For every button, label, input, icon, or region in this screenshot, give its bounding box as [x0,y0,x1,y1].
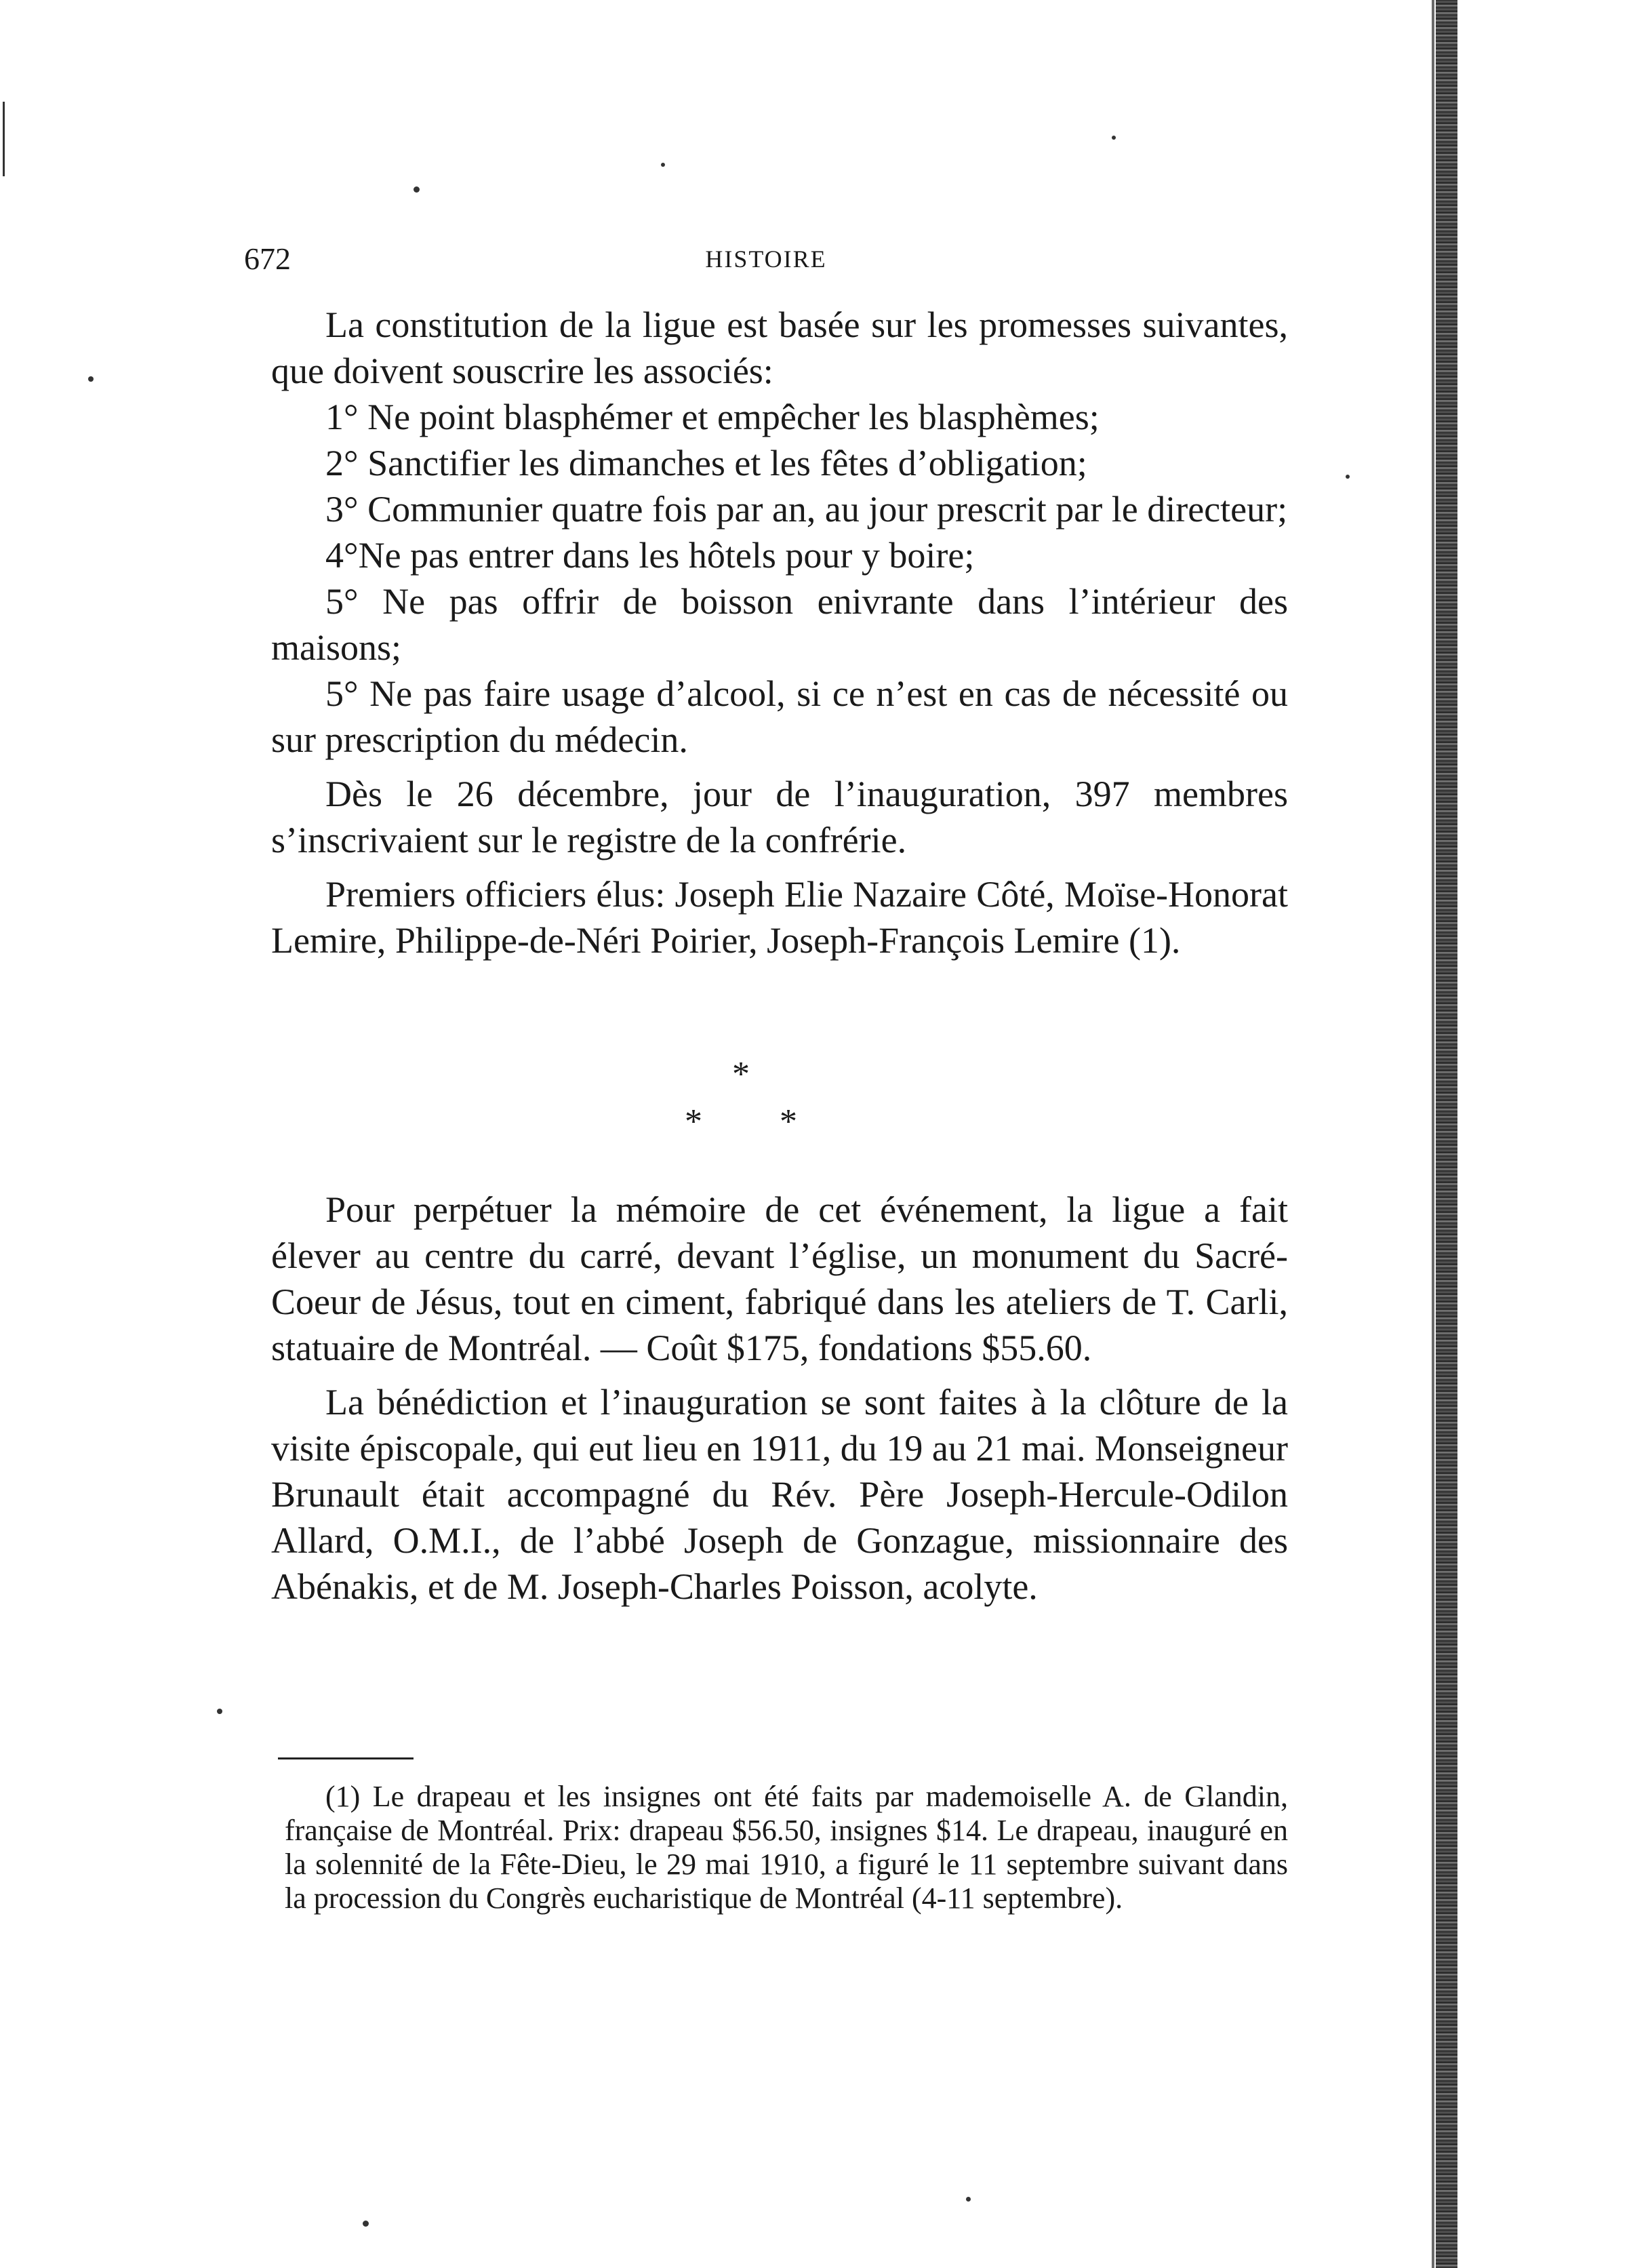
section-break-asterism [678,1054,854,1142]
monument-paragraph: Pour perpétuer la mémoire de cet événement, la ligue a fait élever au centre du carré, devant l’église, un monument du Sacré-Coeur de Jésus, tout en ciment, fabriqué dans les ateliers de T. Carli, statuaire de Montréal. — Coût $175, fondations $55.60. [271,1189,1288,1368]
page-header [244,241,1288,281]
binding-edge [1432,0,1434,2268]
main-text-upper [271,302,1288,963]
footnote-divider [278,1757,414,1759]
scan-speck [88,376,94,382]
scan-speck [1346,475,1350,479]
promise-item-6: 5° Ne pas faire usage d’alcool, si ce n’est en cas de nécessité ou sur prescription du médecin. [271,673,1288,760]
asterism-star: * [685,1102,702,1141]
promise-item-2: 2° Sanctifier les dimanches et les fêtes d’obligation; [325,443,1087,483]
promise-item-4: 4°Ne pas entrer dans les hôtels pour y boire; [325,535,975,576]
footnote: (1) Le drapeau et les insignes ont été faits par mademoiselle A. de Glandin, française de Montréal. Prix: drapeau $56.50, insignes $14. Le drapeau, inauguré en la solennité de la Fête-Dieu, le 29 mai 1910, a figuré le 11 septembre suivant dans la procession du Congrès eucharistique de Montréal (4-11 septembre). [285,1780,1288,1915]
page-edge-mark [3,102,5,176]
intro-paragraph: La constitution de la ligue est basée sur les promesses suivantes, que doivent souscrire les associés: [271,304,1288,391]
asterism-star: * [732,1055,750,1094]
officers-paragraph: Premiers officiers élus: Joseph Elie Nazaire Côté, Moïse-Honorat Lemire, Philippe-de-Néri Poirier, Joseph-François Lemire (1). [271,874,1288,961]
scan-speck [217,1709,222,1714]
asterism-star: * [780,1102,797,1141]
benediction-paragraph: La bénédiction et l’inauguration se sont faites à la clôture de la visite épiscopale, qui eut lieu en 1911, du 19 au 21 mai. Monseigneur Brunault était accompagné du Rév. Père Joseph-Hercule-Odilon Allard, O.M.I., de l’abbé Joseph de Gonzague, missionnaire des Abénakis, et de M. Joseph-Charles Poisson, acolyte. [271,1382,1288,1607]
page-number: 672 [244,241,291,276]
promise-item-3: 3° Communier quatre fois par an, au jour prescrit par le directeur; [325,489,1288,530]
scan-speck [661,163,665,167]
running-head: HISTOIRE [705,245,827,273]
book-binding-strip [1436,0,1457,2268]
promise-item-5: 5° Ne pas offrir de boisson enivrante dans l’intérieur des maisons; [271,581,1288,668]
scan-speck [363,2221,369,2227]
members-paragraph: Dès le 26 décembre, jour de l’inauguration, 397 membres s’inscrivaient sur le registre de la confrérie. [271,774,1288,860]
scan-speck [414,186,420,193]
main-text-lower [271,1187,1288,1610]
scan-speck [1112,136,1116,140]
scan-speck [966,2197,971,2202]
promise-item-1: 1° Ne point blasphémer et empêcher les blasphèmes; [325,397,1100,437]
